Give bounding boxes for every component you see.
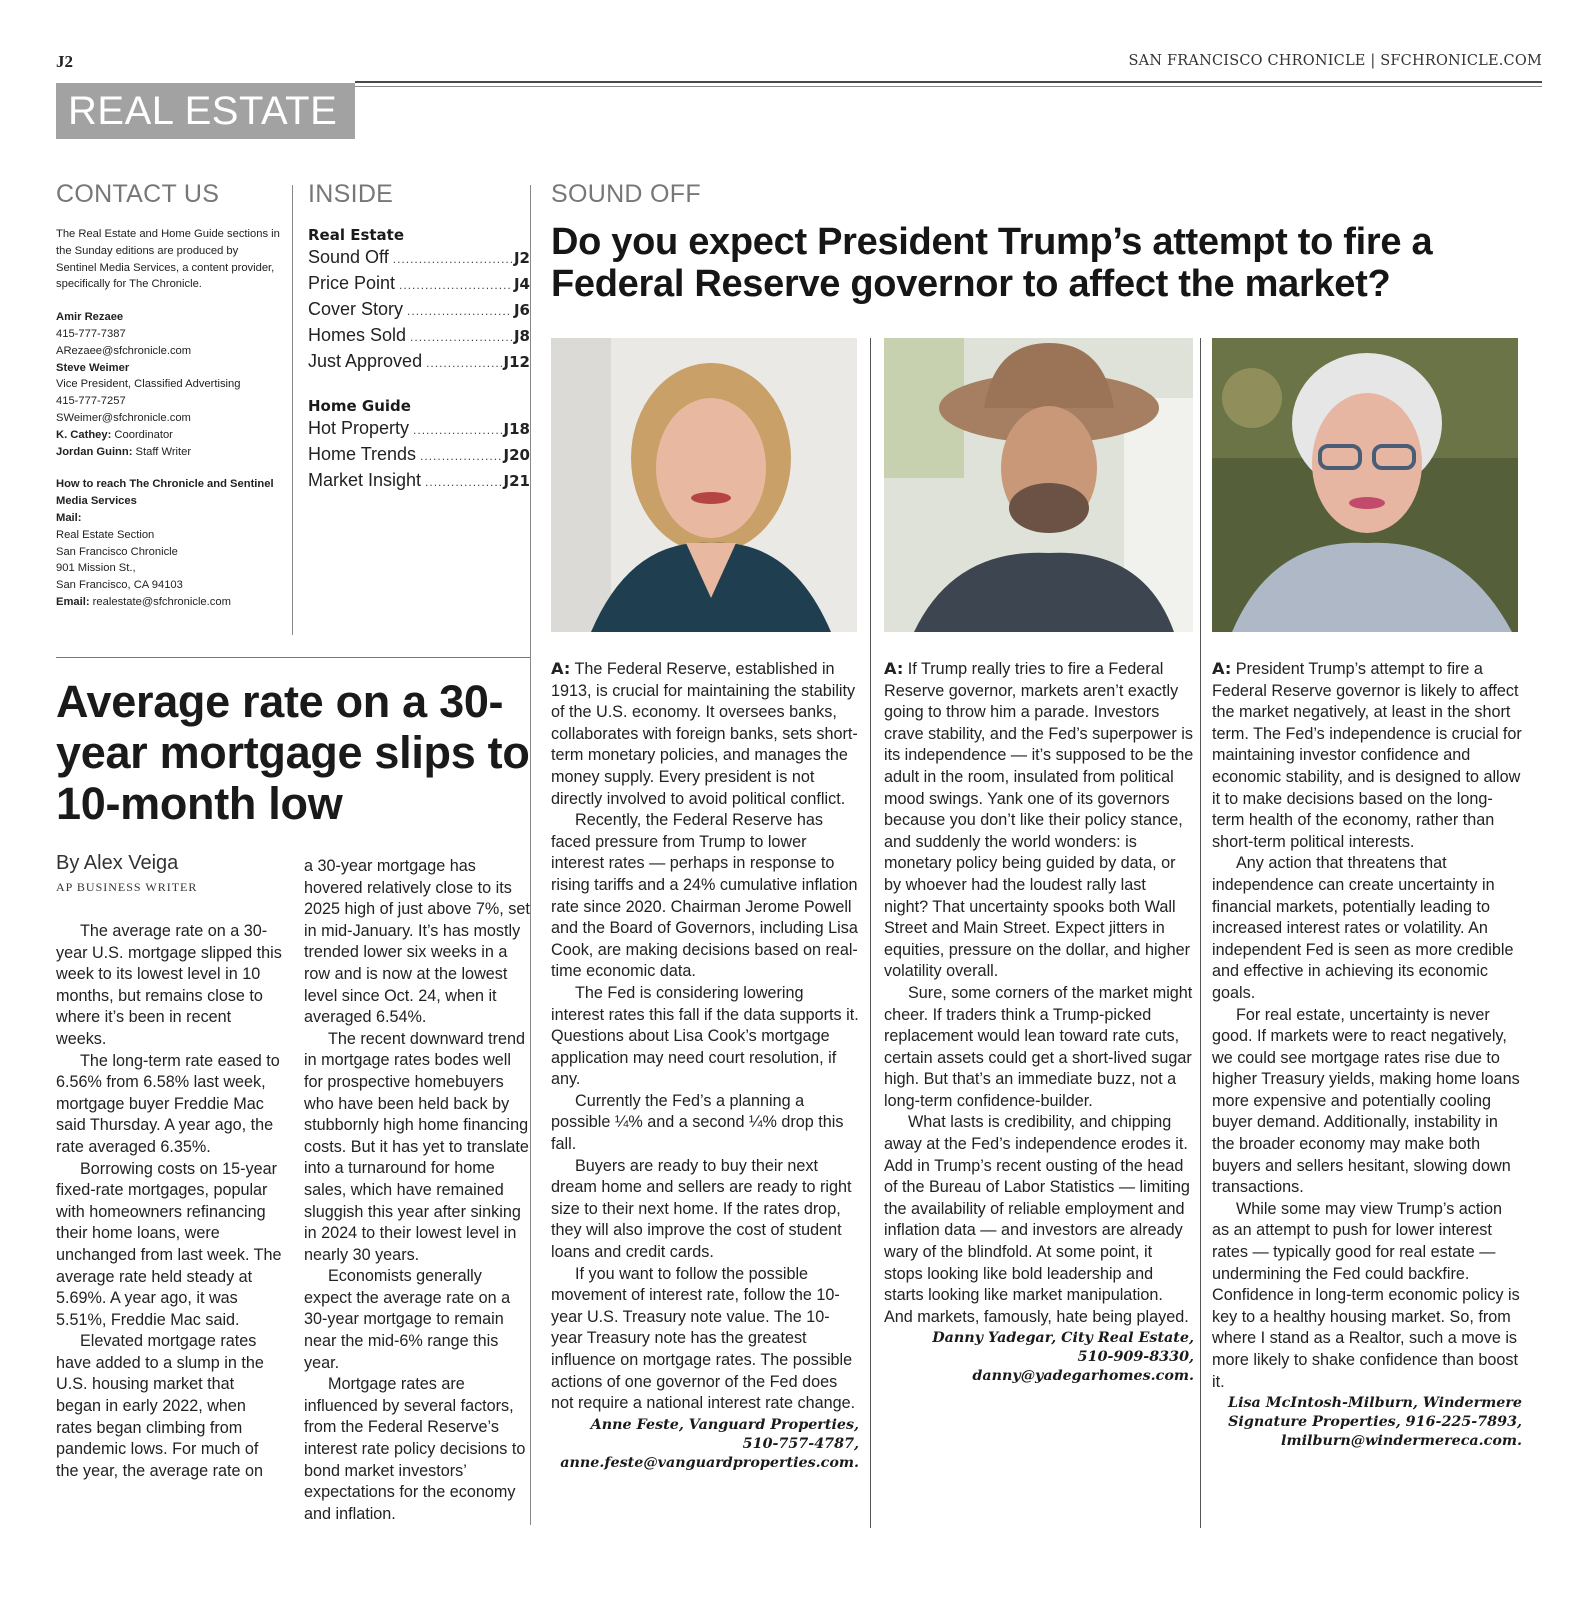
answer-paragraph: While some may view Trump’s action as an attempt to push for lower interest rates — typically good for real estate — undermining the Fed could backfire. Confidence in long-term economic policy is key to a healthy housing market. So, from where I stand as a Realtor, such a move is more likely to shake confidence than boost it. [1212, 1199, 1520, 1391]
section-banner: REAL ESTATE [56, 83, 355, 139]
portrait-anne-feste-image [551, 338, 857, 632]
index-group-heading: Real Estate [308, 226, 405, 244]
index-group-heading: Home Guide [308, 397, 411, 415]
answer-paragraph: Any action that threatens that independence can create uncertainty in financial markets, potentially leading to increased interest rates or volatility. An independent Fed is seen as more credible and effective in achieving its economic goals. [1212, 854, 1514, 1002]
header-rule-thin [355, 86, 1542, 87]
answer-paragraph: The Federal Reserve, established in 1913, is crucial for maintaining the stability of the U.S. economy. It oversees banks, collaborates with foreign banks, sets short-term monetary policies, and manages the money supply. Every president is not directly involved to avoid political conflict. [551, 660, 858, 808]
article-column [304, 856, 532, 1525]
contact-name: K. Cathey: [56, 428, 112, 441]
contact-name: Jordan Guinn: [56, 445, 133, 458]
portrait-lisa-mcintosh-milburn-image [1212, 338, 1518, 632]
signature-line: 510-909-8330, [1077, 1349, 1194, 1366]
article-paragraph: Economists generally expect the average rate on a 30-year mortgage to remain near the mid-6% range this year. [304, 1267, 511, 1372]
answer-paragraph: If you want to follow the possible movement of interest rate, follow the 10-year U.S. Treasury note value. The 10-year Treasury note has the greatest influence on mortgage rates. The possible actions of one governor of the Fed does not require a national interest rate change. [551, 1264, 856, 1413]
index-item[interactable] [308, 245, 530, 271]
answer-signature [1212, 1394, 1522, 1451]
sound-off-answer [1212, 658, 1522, 1451]
index-item-page: J4 [513, 275, 530, 293]
portrait-photo [1212, 338, 1518, 632]
contact-role: Staff Writer [132, 445, 192, 458]
signature-line: Signature Properties, 916-225-7893, [1228, 1414, 1522, 1431]
signature-line: Lisa McIntosh-Milburn, Windermere [1228, 1395, 1522, 1412]
mail-line: San Francisco, CA 94103 [56, 579, 183, 592]
sound-off-kicker: SOUND OFF [551, 180, 701, 208]
contact-intro: The Real Estate and Home Guide sections in the Sunday editions are produced by Sentinel Media Services, a content provider, specifically for The Chronicle. [56, 228, 280, 291]
answer-signature [884, 1329, 1194, 1386]
index-item[interactable] [308, 442, 530, 468]
column-divider [292, 185, 293, 635]
index-item[interactable] [308, 297, 530, 323]
answer-paragraph: Buyers are ready to buy their next dream home and sellers are ready to right size to their next home. If the rates drop, they will also improve the cost of student loans and credit cards. [551, 1156, 852, 1262]
sound-off-question: Do you expect President Trump’s attempt to fire a Federal Reserve governor to affect the market? [551, 221, 1433, 305]
inside-title: INSIDE [308, 180, 394, 208]
article-headline: Average rate on a 30-year mortgage slips to 10-month low [56, 676, 530, 829]
portrait-danny-yadegar-image [884, 338, 1193, 632]
masthead: SAN FRANCISCO CHRONICLE | SFCHRONICLE.COM [1128, 53, 1542, 69]
signature-line: Anne Feste, Vanguard Properties, [590, 1416, 859, 1433]
article-credit: AP BUSINESS WRITER [56, 880, 198, 894]
answer-signature [551, 1416, 859, 1473]
article-paragraph: The average rate on a 30-year U.S. mortgage slipped this week to its lowest level in 10 months, but remains close to where it’s been in recent weeks. [56, 922, 282, 1048]
index-item-label: Market Insight [308, 470, 422, 490]
contact-role: Coordinator [111, 428, 173, 441]
index-item[interactable] [308, 349, 530, 375]
answer-label: A: [551, 659, 571, 678]
leader-dots [425, 470, 501, 494]
column-divider [870, 338, 871, 1528]
contact-email[interactable]: realestate@sfchronicle.com [89, 595, 231, 608]
leader-dots [426, 351, 501, 375]
answer-paragraph: For real estate, uncertainty is never good. If markets were to react negatively, we could see mortgage rates rise due to higher Treasury yields, making home loans more expensive and potentially cooling buyer demand. Additionally, instability in the broader economy may make both buyers and sellers hesitant, slowing down transactions. [1212, 1005, 1520, 1197]
index-item[interactable] [308, 271, 530, 297]
index-item-label: Cover Story [308, 299, 404, 319]
sound-off-answer [551, 658, 859, 1473]
article-paragraph: The long-term rate eased to 6.56% from 6.58% last week, mortgage buyer Freddie Mac said Thursday. A year ago, the rate averaged 6.35%. [56, 1051, 280, 1156]
article-paragraph: Mortgage rates are influenced by several factors, from the Federal Reserve’s interest rate policy decisions to bond market investors’ expectations for the economy and inflation. [304, 1375, 526, 1523]
index-item-label: Home Trends [308, 444, 417, 464]
signature-email[interactable]: danny@yadegarhomes.com. [972, 1368, 1194, 1385]
answer-paragraph: Sure, some corners of the market might cheer. If traders think a Trump-picked replacement would lean toward rate cuts, certain assets could get a short-lived sugar high. But that’s an immediate buzz, not a long-term confidence-builder. [884, 983, 1193, 1110]
sound-off-header [551, 180, 1551, 305]
index-item-label: Hot Property [308, 418, 410, 438]
index-item[interactable] [308, 468, 530, 494]
index-item-page: J18 [503, 420, 530, 438]
answer-paragraph: What lasts is credibility, and chipping away at the Fed’s independence erodes it. Add in Trump’s recent ousting of the head of the Bureau of Labor Statistics — limiting the availability of reliable employment and inflation data — and investors are already wary of the blindfold. At some point, it stops looking like bold leadership and starts looking like market manipulation. And markets, famously, hate being played. [884, 1113, 1190, 1326]
answer-label: A: [1212, 659, 1232, 678]
answer-paragraph: Currently the Fed’s a planning a possible ¼% and a second ¼% drop this fall. [551, 1091, 844, 1154]
answer-paragraph: President Trump’s attempt to fire a Federal Reserve governor is likely to affect the market negatively, at least in the short term. The Fed’s independence is crucial for maintaining investor confidence and economic stability, and is designed to allow it to make decisions based on the long-term health of the economy, rather than short-term political interests. [1212, 660, 1522, 851]
column-divider [1200, 338, 1201, 1528]
contact-email[interactable]: ARezaee@sfchronicle.com [56, 344, 192, 357]
index-item-label: Just Approved [308, 351, 423, 371]
article-paragraph: The recent downward trend in mortgage rates bodes well for prospective homebuyers who have been held back by stubbornly high home financing costs. But it has yet to translate into a turnaround for home sales, which have remained sluggish this year after sinking in 2024 to their lowest level in nearly 30 years. [304, 1029, 529, 1264]
leader-dots [413, 418, 501, 442]
index-item-page: J2 [513, 249, 530, 267]
index-item-label: Price Point [308, 273, 396, 293]
inside-index [308, 180, 530, 494]
index-item-label: Homes Sold [308, 325, 407, 345]
header-rule [355, 81, 1542, 83]
sound-off-answer [884, 658, 1194, 1386]
article-column [56, 921, 282, 1482]
index-item-page: J21 [503, 472, 530, 490]
contact-email[interactable]: SWeimer@sfchronicle.com [56, 411, 191, 424]
mail-label: Mail: [56, 511, 82, 524]
email-label: Email: [56, 595, 90, 608]
signature-email[interactable]: anne.feste@vanguardproperties.com. [560, 1454, 859, 1471]
index-item-page: J20 [503, 446, 530, 464]
reach-heading: How to reach The Chronicle and Sentinel Media Services [56, 478, 274, 508]
portrait-photo [884, 338, 1193, 632]
signature-email[interactable]: lmilburn@windermereca.com. [1281, 1433, 1522, 1450]
portrait-photo [551, 338, 857, 632]
leader-dots [420, 444, 501, 468]
article-paragraph: Borrowing costs on 15-year fixed-rate mortgages, popular with homeowners refinancing their home loans, were unchanged from last week. The average rate held steady at 5.69%. A year ago, it was 5.51%, Freddie Mac said. [56, 1159, 282, 1329]
article-paragraph: a 30-year mortgage has hovered relatively close to its 2025 high of just above 7%, set in mid-January. It’s has mostly trended lower six weeks in a row and is now at the lowest level since Oct. 24, when it averaged 6.54%. [304, 857, 530, 1027]
index-item-page: J6 [513, 301, 530, 319]
signature-line: Danny Yadegar, City Real Estate, [932, 1330, 1194, 1347]
contact-title: CONTACT US [56, 180, 220, 208]
index-item-page: J8 [513, 327, 530, 345]
index-item-page: J12 [503, 353, 530, 371]
leader-dots [407, 299, 512, 323]
leader-dots [399, 273, 512, 297]
answer-paragraph: The Fed is considering lowering interest rates this fall if the data supports it. Questions about Lisa Cook’s mortgage application may need court resolution, if any. [551, 983, 859, 1089]
contact-title-line: Vice President, Classified Advertising [56, 378, 241, 391]
leader-dots [410, 325, 512, 349]
answer-paragraph: If Trump really tries to fire a Federal Reserve governor, markets aren’t exactly going to throw him a parade. Investors crave stability, and the Fed’s superpower is its independence — it’s supposed to be the adult in the room, insulated from political mood swings. Yank one of its governors because you don’t like their policy stance, and suddenly the world wonders: is monetary policy being guided by data, or by whoever had the loudest rally last night? That uncertainty spooks both Wall Street and Main Street. Expect jitters in equities, pressure on the dollar, and higher volatility overall. [884, 660, 1194, 981]
contact-phone: 415-777-7257 [56, 395, 126, 408]
index-item[interactable] [308, 323, 530, 349]
signature-line: 510-757-4787, [742, 1435, 859, 1452]
mail-line: Real Estate Section [56, 528, 155, 541]
answer-label: A: [884, 659, 904, 678]
leader-dots [393, 247, 512, 271]
article-byline: By Alex Veiga [56, 852, 179, 874]
contact-us [56, 180, 281, 611]
index-item[interactable] [308, 416, 530, 442]
contact-name: Amir Rezaee [56, 311, 124, 324]
page-number: J2 [56, 52, 73, 71]
answer-paragraph: Recently, the Federal Reserve has faced pressure from Trump to lower interest rates — perhaps in response to rising tariffs and a 24% cumulative inflation rate since 2020. Chairman Jerome Powell and the Board of Governors, including Lisa Cook, are making decisions based on real-time economic data. [551, 811, 858, 981]
section-rule [56, 657, 530, 658]
mail-line: San Francisco Chronicle [56, 545, 178, 558]
contact-phone: 415-777-7387 [56, 327, 126, 340]
article-paragraph: Elevated mortgage rates have added to a slump in the U.S. housing market that began in early 2022, when rates began climbing from pandemic lows. For much of the year, the average rate on [56, 1332, 264, 1480]
contact-name: Steve Weimer [56, 361, 130, 374]
mail-line: 901 Mission St., [56, 562, 136, 575]
index-item-label: Sound Off [308, 247, 389, 267]
